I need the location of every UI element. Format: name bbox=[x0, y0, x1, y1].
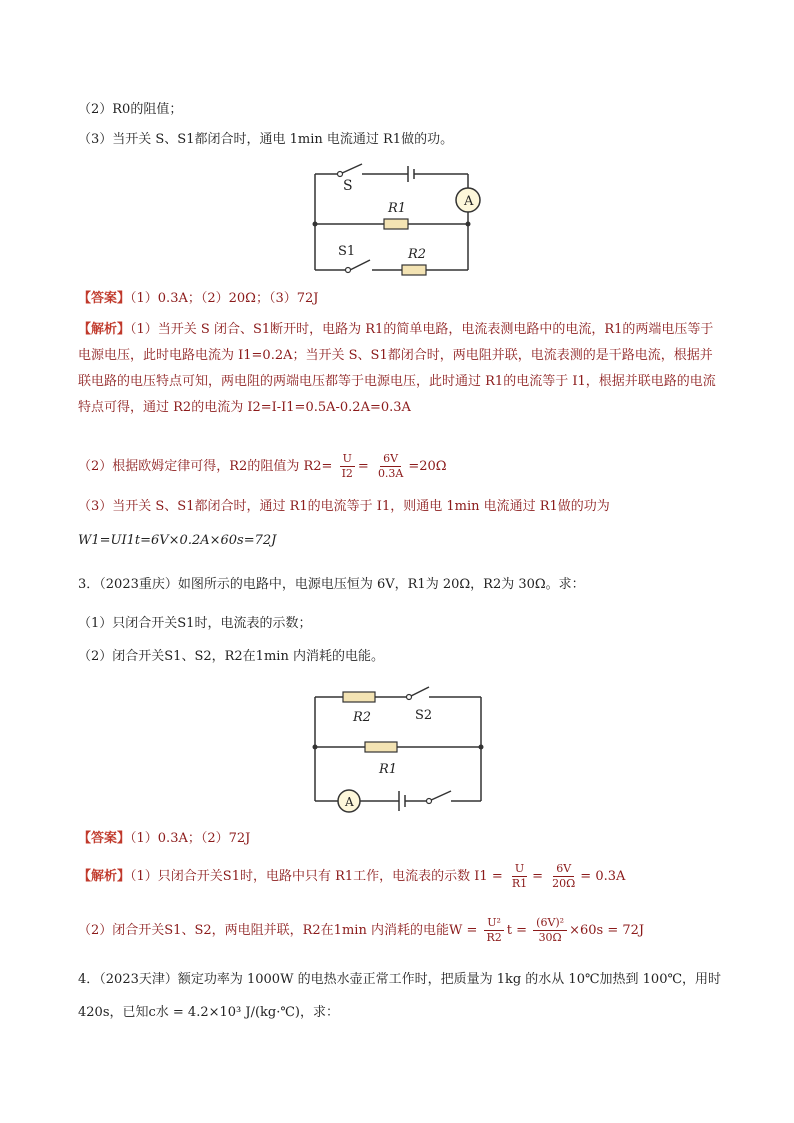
q3-part2: （2）闭合开关S1、S2，R2在1min 内消耗的电能。 bbox=[78, 649, 384, 664]
q2-analysis-1 bbox=[78, 317, 718, 421]
fraction-num: (6V)² bbox=[533, 916, 567, 931]
analysis-text: （1）当开关 S 闭合、S1断开时，电路为 R1的简单电路，电流表测电路中的电流，R1的两端电压等于电源电压，此时电路电流为 I1=0.2A；当开关 S、S1都闭合时，两电阻并联，电流表测的是干路电流，根据并联电路的电压特点可知，两电阻的两端电压都等于电源电压，此时通过 R1的电流等于 I1，根据并联电路的电流特点可得，通过 R2的电流为 I2=I-I1=0.5A-0.2A=0.3A bbox=[78, 322, 716, 415]
analysis-2-mid: t = bbox=[506, 923, 528, 938]
fraction-num: 6V bbox=[553, 862, 574, 877]
q3-answer bbox=[78, 829, 250, 849]
fraction bbox=[339, 452, 356, 481]
fraction-den: I2 bbox=[341, 467, 353, 480]
q2-part3: （3）当开关 S、S1都闭合时，通电 1min 电流通过 R1做的功。 bbox=[78, 132, 454, 147]
fraction-den: 20Ω bbox=[552, 877, 576, 890]
resistor-r2-label: R2 bbox=[408, 247, 427, 262]
fraction bbox=[375, 452, 406, 481]
fraction bbox=[483, 916, 504, 945]
switch-s-label: S bbox=[343, 178, 353, 194]
q3-analysis-1: 【解析】（1）只闭合开关S1时，电路中只有 R1工作，电流表的示数 I1 = $\frac{U}{R1}$ = $\frac{6V}{20\Omega}$ = 0.3A bbox=[78, 862, 626, 890]
fraction-num: U² bbox=[484, 916, 504, 931]
resistor-r1-label: R1 bbox=[379, 762, 398, 777]
ammeter-label: A bbox=[345, 795, 354, 809]
analysis-1-prefix: （1）只闭合开关S1时，电路中只有 R1工作，电流表的示数 I1 = bbox=[130, 869, 503, 884]
analysis-1-result: = 0.3A bbox=[580, 869, 626, 884]
q4-stem-1: 4．（2023天津）额定功率为 1000W 的电热水壶正常工作时，把质量为 1kg 的水从 10℃加热到 100℃，用时 bbox=[78, 972, 722, 987]
resistor-r2-label: R2 bbox=[353, 710, 372, 725]
answer-tag: 【答案】 bbox=[78, 291, 131, 306]
fraction bbox=[533, 916, 567, 945]
fraction-num: U bbox=[512, 862, 527, 877]
fraction-den: 0.3A bbox=[377, 467, 404, 480]
answer-tag: 【答案】 bbox=[78, 831, 131, 846]
answer-text: （1）0.3A；（2）72J bbox=[130, 831, 251, 846]
fraction bbox=[509, 862, 530, 891]
switch-s2-label: S2 bbox=[415, 708, 433, 723]
q2-part2: （2）R0的阻值； bbox=[78, 102, 183, 117]
resistor-r1-label: R1 bbox=[388, 201, 407, 216]
analysis-2-prefix: （2）闭合开关S1、S2，两电阻并联，R2在1min 内消耗的电能W = bbox=[78, 923, 478, 938]
circuit-diagram-1 bbox=[300, 160, 500, 280]
q2-analysis-3: （3）当开关 S、S1都闭合时，通过 R1的电流等于 I1，则通电 1min 电流通过 R1做的功为 bbox=[78, 499, 610, 514]
analysis-2-result: ×60s = 72J bbox=[569, 923, 645, 938]
q4-stem-2: 420s，已知c水 = 4.2×10³ J/(kg·℃)，求： bbox=[78, 1005, 339, 1020]
q3-stem: 3．（2023重庆）如图所示的电路中，电源电压恒为 6V，R1为 20Ω，R2为 30Ω。求： bbox=[78, 577, 585, 592]
analysis-2-result: =20Ω bbox=[408, 459, 447, 474]
q3-analysis-2 bbox=[78, 916, 644, 945]
fraction-den: 30Ω bbox=[538, 931, 562, 944]
q2-analysis-3-formula: W1=UI1t=6V×0.2A×60s=72J bbox=[78, 533, 277, 548]
fraction-num: U bbox=[340, 452, 355, 467]
fraction-den: R2 bbox=[486, 931, 502, 944]
answer-text: （1）0.3A；（2）20Ω；（3）72J bbox=[130, 291, 319, 306]
switch-s1-label: S1 bbox=[338, 244, 356, 259]
q2-analysis-2: （2）根据欧姆定律可得，R2的阻值为 R2= $\frac{U}{I2}$ = $\frac{6V}{0.3A}$ =20Ω bbox=[78, 452, 447, 480]
fraction-den: R1 bbox=[511, 877, 528, 890]
analysis-tag: 【解析】 bbox=[78, 869, 131, 884]
ammeter-label: A bbox=[464, 194, 474, 209]
circuit-diagram-2 bbox=[305, 685, 495, 815]
analysis-2-prefix: （2）根据欧姆定律可得，R2的阻值为 R2= bbox=[78, 459, 333, 474]
fraction-num: 6V bbox=[380, 452, 401, 467]
fraction bbox=[549, 862, 578, 891]
q2-answer bbox=[78, 289, 318, 309]
analysis-tag: 【解析】 bbox=[78, 322, 131, 337]
q3-part1: （1）只闭合开关S1时，电流表的示数； bbox=[78, 616, 312, 631]
